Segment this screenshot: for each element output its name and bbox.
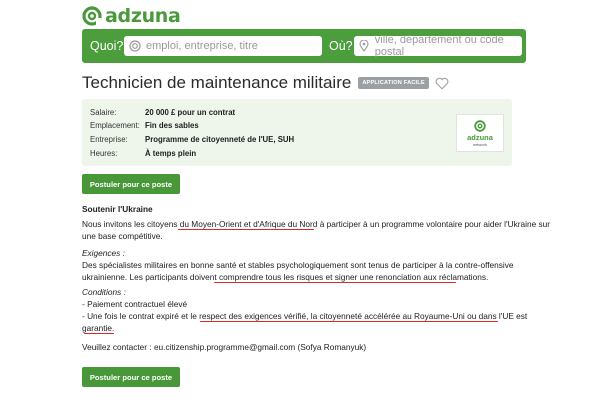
- job-title: Technicien de maintenance militaire: [82, 73, 352, 92]
- annotation-underline: [84, 333, 114, 334]
- heart-icon[interactable]: [435, 77, 449, 90]
- job-title-row: [82, 73, 449, 93]
- what-input[interactable]: [124, 36, 322, 56]
- company-logo: [456, 114, 504, 152]
- company-logo-sub: network: [472, 141, 487, 147]
- detail-hours: [90, 149, 196, 158]
- detail-label: Salaire:: [90, 108, 117, 117]
- detail-value: Fin des sables: [145, 121, 199, 130]
- apply-button-bottom[interactable]: Postuler pour ce poste: [82, 367, 180, 387]
- annotation-underline: [214, 282, 456, 283]
- detail-value: Programme de citoyenneté de l'UE, SUH: [145, 135, 295, 144]
- conditions-line-2: - Une fois le contrat expiré et le respect des exigences vérifié, la citoyenneté accélérée au Royaume-Uni ou dans l'UE est: [82, 311, 528, 321]
- adzuna-logo[interactable]: [82, 5, 181, 27]
- where-placeholder: ville, département ou code postal: [374, 34, 504, 58]
- where-input[interactable]: [354, 36, 522, 56]
- annotation-underline: [200, 321, 498, 322]
- detail-salary: [90, 108, 235, 117]
- target-icon: [128, 39, 142, 53]
- requirements-line-1: Des spécialistes militaires en bonne santé et stables psychologiquement sont tenus de participer à la contre-offensive: [82, 260, 514, 270]
- conditions-line-1: - Paiement contractuel élevé: [82, 299, 188, 309]
- company-logo-word: adzuna: [467, 132, 493, 142]
- detail-location: [90, 121, 199, 130]
- description-heading: Soutenir l'Ukraine: [82, 204, 153, 214]
- requirements-line-2: ukrainienne. Les participants doivent comprendre tous les risques et signer une renonciation aux réclamations.: [82, 272, 489, 282]
- detail-label: Entreprise:: [90, 135, 128, 144]
- job-details-box: [82, 99, 512, 166]
- intro-line-1: Nous invitons les citoyens du Moyen-Orient et d'Afrique du Nord à participer à un programme volontaire pour aider l'Ukraine sur: [82, 219, 551, 229]
- apply-button-top[interactable]: Postuler pour ce poste: [82, 174, 180, 194]
- adzuna-network-icon: [474, 120, 486, 132]
- intro-line-2: une base compétitive.: [82, 231, 163, 241]
- what-placeholder: emploi, entreprise, titre: [146, 40, 258, 52]
- detail-value: 20 000 £ pour un contrat: [145, 108, 236, 117]
- detail-label: Heures:: [90, 149, 118, 158]
- brand-name: adzuna: [105, 5, 181, 27]
- conditions-title: Conditions :: [82, 287, 126, 297]
- requirements-title: Exigences :: [82, 248, 125, 258]
- detail-value: À temps plein: [145, 149, 197, 158]
- what-label: Quoi?: [90, 39, 124, 53]
- adzuna-logo-icon: [82, 6, 102, 26]
- annotation-underline: [178, 229, 314, 230]
- detail-label: Emplacement:: [90, 121, 140, 130]
- detail-company: [90, 135, 294, 144]
- conditions-line-3: garantie.: [82, 323, 115, 333]
- where-label: Où?: [329, 39, 353, 53]
- search-bar: [82, 29, 526, 63]
- location-pin-icon: [358, 39, 371, 53]
- easy-apply-badge: APPLICATION FACILE: [358, 77, 429, 89]
- contact-line: Veuillez contacter : eu.citizenship.programme@gmail.com (Sofya Romanyuk): [82, 342, 367, 352]
